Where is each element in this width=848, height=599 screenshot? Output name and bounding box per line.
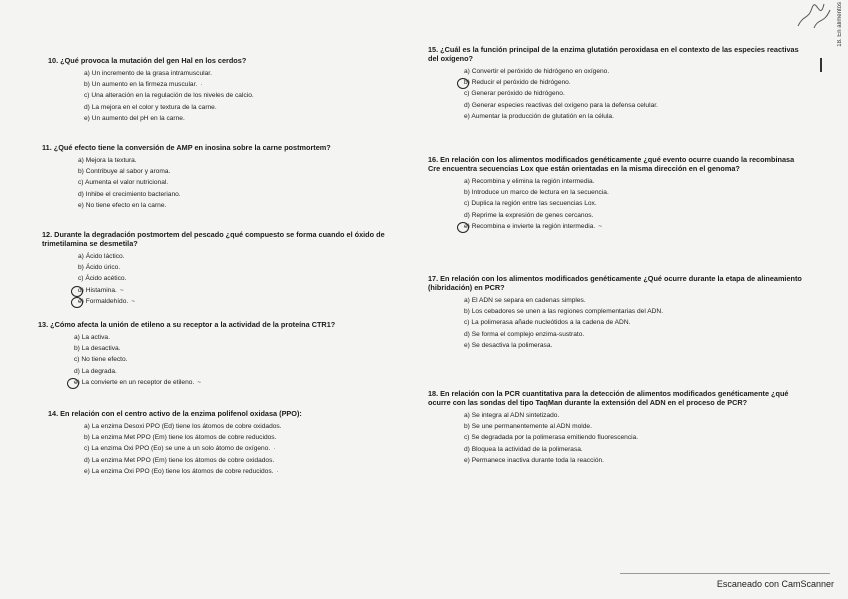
answer-option (48, 113, 428, 124)
answer-option-text: b) Reducir el peróxido de hidrógeno. (464, 79, 571, 87)
answer-option (428, 100, 808, 111)
answer-option-text: d) La degrada. (74, 367, 117, 375)
question-title: 16. En relación con los alimentos modificados genéticamente ¿qué evento ocurre cuando la recombinasa Cre encuentra secuencias Lox que están orientadas en la misma dirección en el genoma? (428, 155, 795, 173)
question-title: 10. ¿Qué provoca la mutación del gen Hal en los cerdos? (48, 56, 247, 65)
answer-option (428, 176, 808, 187)
answer-option-text: b) La desactiva. (74, 345, 121, 353)
question-12 (42, 230, 422, 307)
handwritten-mark: ~ (598, 222, 603, 230)
question-title: 18. En relación con la PCR cuantitativa para la detección de alimentos modificados genéticamente ¿qué ocurre con las sondas del tipo TaqMan durante la extensión del ADN en el proceso de PCR? (428, 389, 789, 407)
question-title: 17. En relación con los alimentos modificados genéticamente ¿Qué ocurre durante la etapa de alineamiento (hibridación) en PCR? (428, 274, 802, 292)
question-13 (38, 320, 418, 388)
answer-option-text: d) La enzima Met PPO (Em) tiene los átomos de cobre oxidados. (84, 456, 275, 464)
handwritten-mark: ~ (197, 378, 202, 386)
answer-option-text: c) Una alteración en la regulación de los niveles de calcio. (84, 92, 254, 100)
answer-option-text: a) Un incremento de la grasa intramuscular. (84, 70, 212, 77)
answer-option-text: e) Formaldehído. (78, 297, 129, 305)
answer-option-text: e) Recombina e invierte la región intermedia. (464, 222, 596, 230)
answer-option (428, 432, 808, 443)
answer-option (428, 295, 808, 306)
question-18 (428, 389, 808, 466)
answer-option (428, 306, 808, 317)
answer-option (428, 77, 808, 88)
answer-option-text: c) Ácido acético. (78, 275, 127, 283)
answer-option (428, 444, 808, 455)
answer-option-text: a) La enzima Desoxi PPO (Ed) tiene los átomos de cobre oxidados. (84, 423, 282, 430)
answer-option-text: c) Aumenta el valor nutricional. (78, 179, 169, 187)
scanner-watermark: Escaneado con CamScanner (716, 579, 834, 589)
question-10 (48, 56, 428, 124)
answer-option-text: a) La activa. (74, 334, 110, 341)
answer-option (38, 366, 418, 377)
answer-option (428, 421, 808, 432)
margin-mark (820, 58, 822, 72)
answer-option (428, 340, 808, 351)
answer-option-text: c) Se degradada por la polimerasa emitiendo fluorescencia. (464, 434, 639, 442)
answer-option-text: b) Introduce un marco de lectura en la secuencia. (464, 189, 609, 197)
answer-option-text: b) Ácido úrico. (78, 264, 121, 272)
answer-option (42, 273, 422, 284)
answer-option-text: b) Se une permanentemente al ADN molde. (464, 423, 592, 431)
answer-option-text: d) La mejora en el color y textura de la carne. (84, 103, 217, 111)
answer-option (48, 90, 428, 101)
question-14 (48, 409, 428, 477)
edge-fragment-text: 18. En alimentos (837, 2, 843, 47)
answer-option (428, 410, 808, 421)
answer-option-text: a) Se integra al ADN sintetizado. (464, 412, 560, 419)
answer-option (428, 221, 808, 232)
answer-option (42, 251, 422, 262)
answer-option-text: a) Ácido láctico. (78, 253, 125, 260)
question-title: 13. ¿Cómo afecta la unión de etileno a su receptor a la actividad de la proteína CTR1? (38, 320, 336, 329)
answer-option-text: c) La enzima Oxi PPO (Eo) se une a un solo átomo de oxígeno. (84, 445, 271, 453)
answer-option-text: a) El ADN se separa en cadenas simples. (464, 297, 586, 304)
answer-option (428, 88, 808, 99)
answer-option-text: a) Convertir el peróxido de hidrógeno en oxígeno. (464, 68, 610, 75)
answer-option-text: c) Generar peróxido de hidrógeno. (464, 90, 565, 98)
answer-option-text: d) Reprime la expresión de genes cercanos. (464, 211, 594, 219)
answer-option-text: e) Se desactiva la polimerasa. (464, 341, 553, 349)
answer-option (428, 329, 808, 340)
answer-option (42, 262, 422, 273)
answer-option (428, 187, 808, 198)
answer-option (48, 455, 428, 466)
answer-option (48, 102, 428, 113)
answer-option (42, 285, 422, 296)
answer-option-text: c) Duplica la región entre las secuencias Lox. (464, 200, 597, 208)
corner-scribble (794, 0, 834, 30)
answer-option (428, 317, 808, 328)
answer-option (42, 155, 422, 166)
answer-option-text: d) Generar especies reactivas del oxígeno para la defensa celular. (464, 101, 658, 109)
answer-option (428, 210, 808, 221)
question-16 (428, 155, 808, 232)
answer-option (48, 68, 428, 79)
answer-option (48, 421, 428, 432)
handwritten-mark: · (200, 81, 203, 89)
answer-option (428, 455, 808, 466)
question-11 (42, 143, 422, 211)
answer-option (428, 111, 808, 122)
answer-option-text: e) Aumentar la producción de glutatión en la célula. (464, 112, 614, 120)
handwritten-mark: ~ (131, 297, 136, 305)
answer-option-text: a) Recombina y elimina la región intermedia. (464, 178, 595, 185)
bottom-rule (620, 573, 830, 574)
answer-option (42, 200, 422, 211)
answer-option-text: d) Histamina. (78, 286, 117, 294)
answer-option-text: b) Un aumento en la firmeza muscular. (84, 81, 198, 89)
answer-option (48, 79, 428, 90)
handwritten-mark: · (276, 467, 279, 475)
answer-option (38, 332, 418, 343)
question-17 (428, 274, 808, 351)
question-title: 12. Durante la degradación postmortem del pescado ¿qué compuesto se forma cuando el óxido de trimetilamina se desmetila? (42, 230, 385, 248)
answer-option (42, 296, 422, 307)
answer-option-text: e) La convierte en un receptor de etileno. (74, 378, 195, 386)
answer-option (42, 166, 422, 177)
answer-option-text: e) Un aumento del pH en la carne. (84, 114, 185, 122)
answer-option (38, 354, 418, 365)
answer-option-text: d) Se forma el complejo enzima-sustrato. (464, 330, 585, 338)
answer-option-text: b) Los cebadores se unen a las regiones complementarias del ADN. (464, 308, 664, 316)
answer-option-text: c) La polimerasa añade nucleótidos a la cadena de ADN. (464, 319, 631, 327)
question-title: 15. ¿Cuál es la función principal de la enzima glutatión peroxidasa en el contexto de las especies reactivas del oxígeno? (428, 45, 799, 63)
answer-option-text: d) Inhibe el crecimiento bacteriano. (78, 190, 181, 198)
answer-option (48, 443, 428, 454)
answer-option-text: b) La enzima Met PPO (Em) tiene los átomos de cobre reducidos. (84, 434, 277, 442)
answer-option (48, 466, 428, 477)
answer-option-text: e) No tiene efecto en la carne. (78, 201, 167, 209)
question-title: 14. En relación con el centro activo de la enzima polifenol oxidasa (PPO): (48, 409, 302, 418)
answer-option (428, 66, 808, 77)
handwritten-mark: ~ (119, 286, 124, 294)
answer-option-text: c) No tiene efecto. (74, 356, 128, 364)
question-15 (428, 45, 808, 122)
question-title: 11. ¿Qué efecto tiene la conversión de AMP en inosina sobre la carne postmortem? (42, 143, 331, 152)
answer-option-text: b) Contribuye al sabor y aroma. (78, 168, 171, 176)
answer-option-text: d) Bloquea la actividad de la polimerasa. (464, 445, 583, 453)
answer-option (428, 198, 808, 209)
answer-option-text: e) Permanece inactiva durante toda la reacción. (464, 456, 605, 464)
answer-option (48, 432, 428, 443)
handwritten-mark: · (273, 445, 276, 453)
answer-option (42, 177, 422, 188)
answer-option (42, 189, 422, 200)
answer-option-text: e) La enzima Oxi PPO (Eo) tiene los átomos de cobre reducidos. (84, 467, 274, 475)
answer-option (38, 343, 418, 354)
answer-option (38, 377, 418, 388)
answer-option-text: a) Mejora la textura. (78, 157, 137, 164)
